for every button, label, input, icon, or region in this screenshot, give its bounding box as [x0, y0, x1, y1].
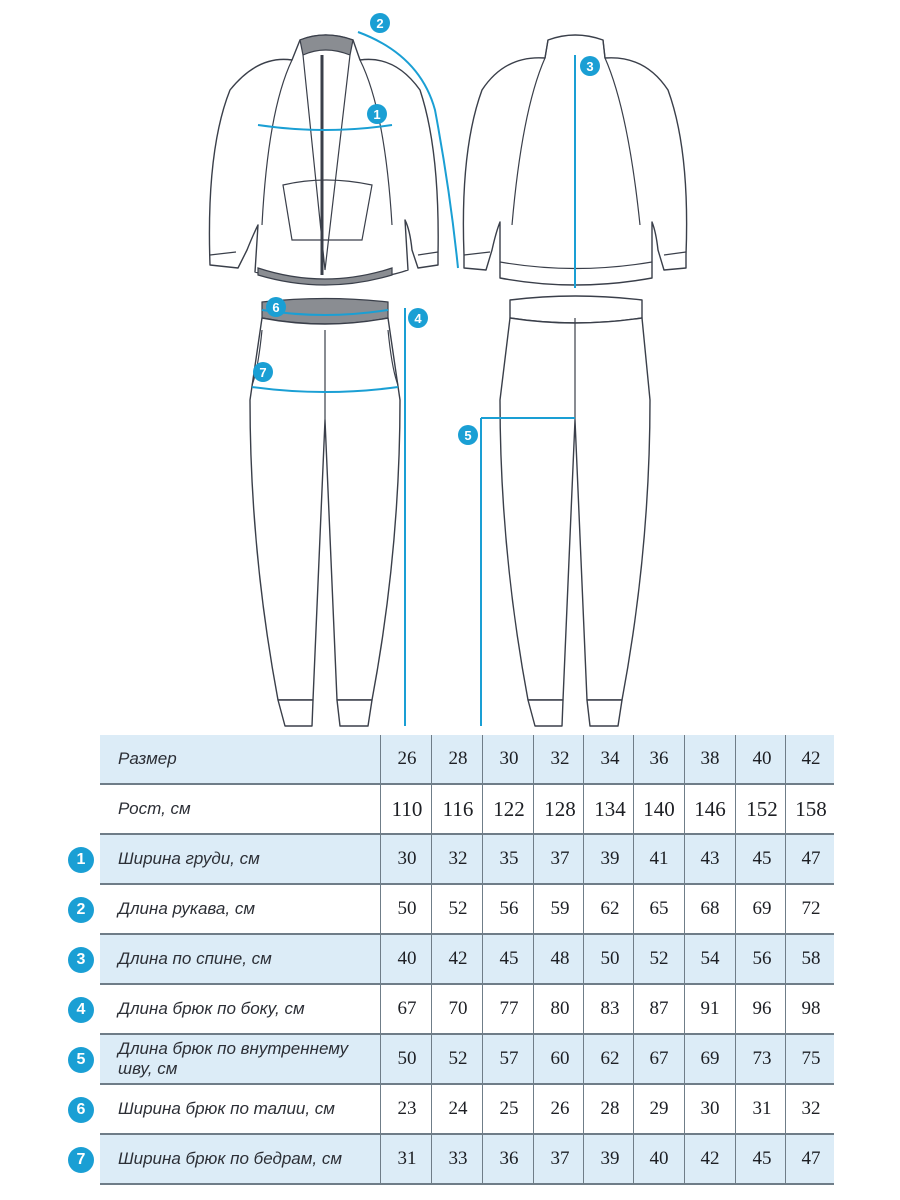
row-number-badge: 2: [68, 897, 94, 923]
pants-front: [250, 299, 400, 727]
measure-label: Ширина груди, см: [118, 849, 260, 868]
svg-text:4: 4: [414, 311, 422, 326]
row-number-badge: 4: [68, 997, 94, 1023]
measure-value-cell: 87: [649, 998, 669, 1019]
measure-value-cell: 23: [397, 1098, 417, 1119]
measure-value-cell: 83: [600, 998, 620, 1019]
badge-4: [408, 308, 428, 328]
measure-value-cell: 37: [550, 1148, 570, 1169]
column-divider: [380, 735, 381, 1183]
row-number-badge: 5: [68, 1047, 94, 1073]
measure-value-cell: 77: [499, 998, 519, 1019]
height-cell: 116: [442, 796, 474, 821]
measure-value-cell: 39: [600, 848, 620, 869]
column-divider: [533, 735, 534, 1183]
height-cell: 146: [694, 796, 726, 821]
measure-value-cell: 52: [649, 948, 669, 969]
svg-text:6: 6: [272, 300, 280, 315]
badge-6: [266, 297, 286, 317]
measure-value-cell: 30: [700, 1098, 720, 1119]
measure-label: Длина рукава, см: [118, 899, 255, 918]
measure-value-cell: 33: [448, 1148, 468, 1169]
measure-value-cell: 42: [448, 948, 468, 969]
table-row-measure-1: [0, 835, 900, 885]
measure-value-cell: 56: [752, 948, 772, 969]
column-divider: [735, 735, 736, 1183]
measure-label: Длина брюк по внутреннему шву, см: [118, 1039, 349, 1078]
svg-text:3: 3: [586, 59, 594, 74]
column-divider: [785, 735, 786, 1183]
measure-value-cell: 48: [550, 948, 570, 969]
measure-value-cell: 59: [550, 898, 570, 919]
measure-value-cell: 28: [600, 1098, 620, 1119]
measure-label: Ширина брюк по талии, см: [118, 1099, 335, 1118]
row-number-badge: 3: [68, 947, 94, 973]
measure-value-cell: 40: [649, 1148, 669, 1169]
table-row-sizes: [0, 735, 900, 785]
measure-value-cell: 62: [600, 898, 620, 919]
size-cell: 40: [752, 748, 772, 769]
size-cell: 30: [499, 748, 519, 769]
measure-value-cell: 30: [397, 848, 417, 869]
measure-value-cell: 43: [700, 848, 720, 869]
measure-value-cell: 73: [752, 1048, 772, 1069]
jacket-front: [209, 35, 438, 285]
height-cell: 134: [594, 796, 626, 821]
badge-7: [253, 362, 273, 382]
svg-text:5: 5: [464, 428, 472, 443]
badge-2: [370, 13, 390, 33]
measure-value-cell: 25: [499, 1098, 519, 1119]
measure-value-cell: 98: [801, 998, 821, 1019]
size-cell: 38: [700, 748, 720, 769]
measure-value-cell: 36: [499, 1148, 519, 1169]
measure-value-cell: 57: [499, 1048, 519, 1069]
measure-value-cell: 45: [752, 1148, 772, 1169]
measure-value-cell: 62: [600, 1048, 620, 1069]
height-cell: 122: [493, 796, 525, 821]
measure-value-cell: 37: [550, 848, 570, 869]
row-number-badge: 7: [68, 1147, 94, 1173]
table-row-measure-6: [0, 1085, 900, 1135]
measure-value-cell: 26: [550, 1098, 570, 1119]
measure-value-cell: 65: [649, 898, 669, 919]
size-cell: 28: [448, 748, 468, 769]
measure-value-cell: 39: [600, 1148, 620, 1169]
height-label: Рост, см: [118, 799, 191, 818]
measure-value-cell: 47: [801, 848, 821, 869]
height-cell: 158: [795, 796, 827, 821]
badge-3: [580, 56, 600, 76]
height-cell: 110: [391, 796, 423, 821]
measure-value-cell: 58: [801, 948, 821, 969]
measure-value-cell: 24: [448, 1098, 468, 1119]
height-cell: 128: [544, 796, 576, 821]
measure-value-cell: 31: [397, 1148, 417, 1169]
measure-value-cell: 50: [600, 948, 620, 969]
table-row-measure-4: [0, 985, 900, 1035]
table-row-measure-5: [0, 1035, 900, 1085]
measure-label: Длина по спине, см: [118, 949, 272, 968]
measure-value-cell: 40: [397, 948, 417, 969]
measure-value-cell: 68: [700, 898, 720, 919]
badge-5: [458, 425, 478, 445]
column-divider: [482, 735, 483, 1183]
column-divider: [431, 735, 432, 1183]
measure-label: Ширина брюк по бедрам, см: [118, 1149, 343, 1168]
table-row-measure-7: [0, 1135, 900, 1185]
svg-text:2: 2: [376, 16, 384, 31]
measure-value-cell: 32: [801, 1098, 821, 1119]
measure-value-cell: 91: [700, 998, 720, 1019]
measure-value-cell: 45: [752, 848, 772, 869]
size-cell: 36: [649, 748, 669, 769]
column-divider: [633, 735, 634, 1183]
measure-value-cell: 96: [752, 998, 772, 1019]
measure-value-cell: 60: [550, 1048, 570, 1069]
table-row-measure-2: [0, 885, 900, 935]
column-divider: [583, 735, 584, 1183]
measure-value-cell: 50: [397, 1048, 417, 1069]
measure-value-cell: 69: [700, 1048, 720, 1069]
measure-value-cell: 47: [801, 1148, 821, 1169]
measure-value-cell: 75: [801, 1048, 821, 1069]
height-cell: 152: [746, 796, 778, 821]
size-cell: 34: [600, 748, 620, 769]
svg-text:1: 1: [373, 107, 381, 122]
measure-value-cell: 31: [752, 1098, 772, 1119]
measure-value-cell: 70: [448, 998, 468, 1019]
measure-value-cell: 69: [752, 898, 772, 919]
measure-value-cell: 72: [801, 898, 821, 919]
sizes-label: Размер: [118, 749, 177, 768]
measure-value-cell: 54: [700, 948, 720, 969]
pants-back: [500, 296, 650, 726]
measure-value-cell: 45: [499, 948, 519, 969]
measure-value-cell: 32: [448, 848, 468, 869]
table-row-height: [0, 785, 900, 835]
size-cell: 26: [397, 748, 417, 769]
measure-value-cell: 50: [397, 898, 417, 919]
column-divider: [684, 735, 685, 1183]
size-cell: 42: [801, 748, 821, 769]
measure-value-cell: 52: [448, 1048, 468, 1069]
table-row-measure-3: [0, 935, 900, 985]
height-cell: 140: [643, 796, 675, 821]
svg-text:7: 7: [259, 365, 267, 380]
measure-value-cell: 41: [649, 848, 669, 869]
measure-value-cell: 56: [499, 898, 519, 919]
measure-value-cell: 67: [649, 1048, 669, 1069]
measure-value-cell: 42: [700, 1148, 720, 1169]
measure-label: Длина брюк по боку, см: [118, 999, 305, 1018]
measure-value-cell: 80: [550, 998, 570, 1019]
measure-value-cell: 29: [649, 1098, 669, 1119]
size-cell: 32: [550, 748, 570, 769]
measure-value-cell: 35: [499, 848, 519, 869]
row-number-badge: 1: [68, 847, 94, 873]
badge-1: [367, 104, 387, 124]
measure-value-cell: 52: [448, 898, 468, 919]
row-number-badge: 6: [68, 1097, 94, 1123]
measure-value-cell: 67: [397, 998, 417, 1019]
